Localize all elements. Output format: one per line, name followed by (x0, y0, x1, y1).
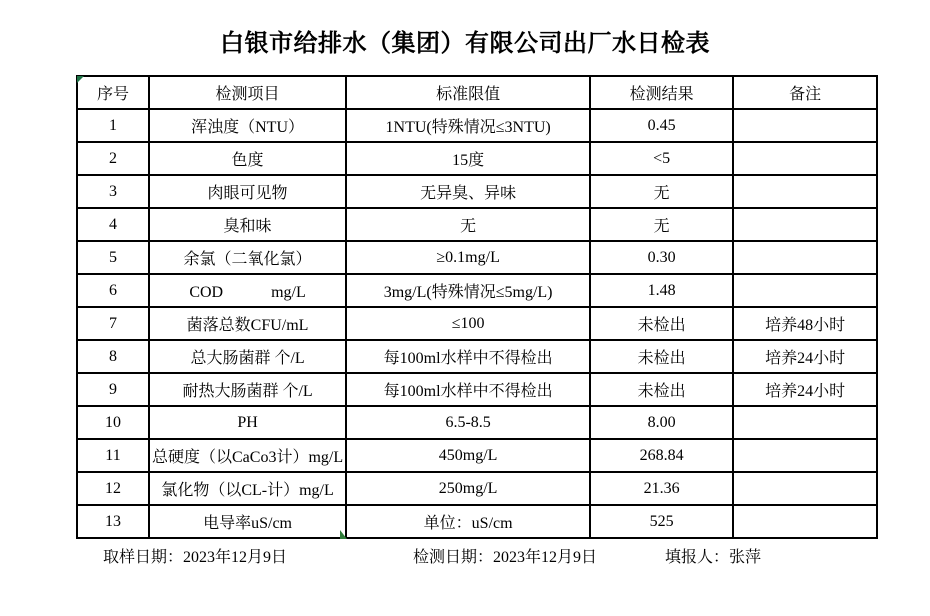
cell-remark: 培养48小时 (733, 307, 877, 340)
cell-remark: 培养24小时 (733, 340, 877, 373)
cell-item: 臭和味 (149, 208, 346, 241)
cell-item: 总硬度（以CaCo3计）mg/L (149, 439, 346, 472)
header-cell-limit: 标准限值 (346, 76, 590, 109)
cell-remark (733, 439, 877, 472)
cell-remark (733, 505, 877, 538)
table-row (77, 472, 877, 505)
cell-no: 7 (77, 307, 149, 340)
cell-remark (733, 175, 877, 208)
cell-remark (733, 109, 877, 142)
reporter-label: 填报人：张萍 (665, 549, 762, 566)
table-row (77, 340, 877, 373)
cell-result: 21.36 (590, 472, 733, 505)
cell-no: 13 (77, 505, 149, 538)
cell-limit: 250mg/L (346, 472, 590, 505)
table-row (77, 373, 877, 406)
cell-limit: 无 (346, 208, 590, 241)
cell-no: 2 (77, 142, 149, 175)
cell-remark (733, 208, 877, 241)
cell-item: 耐热大肠菌群 个/L (149, 373, 346, 406)
header-cell-no: 序号 (77, 76, 149, 109)
cell-remark: 培养24小时 (733, 373, 877, 406)
table-row (77, 505, 877, 538)
cell-item: 氯化物（以CL-计）mg/L (149, 472, 346, 505)
cell-limit: 无异臭、异味 (346, 175, 590, 208)
cell-limit: 每100ml水样中不得检出 (346, 340, 590, 373)
cell-limit: 每100ml水样中不得检出 (346, 373, 590, 406)
table-row (77, 208, 877, 241)
daily-check-table (76, 75, 878, 539)
cell-result: 1.48 (590, 274, 733, 307)
cell-no: 8 (77, 340, 149, 373)
cell-result: 未检出 (590, 307, 733, 340)
cell-item: 电导率uS/cm (149, 505, 346, 538)
cell-result: 8.00 (590, 406, 733, 439)
cell-remark (733, 274, 877, 307)
fill-handle-triangle-icon (340, 530, 347, 539)
cell-item: 浑浊度（NTU） (149, 109, 346, 142)
header-cell-item: 检测项目 (149, 76, 346, 109)
table-row (77, 307, 877, 340)
table-header-row (77, 76, 877, 109)
cell-limit: 1NTU(特殊情况≤3NTU) (346, 109, 590, 142)
cell-no: 4 (77, 208, 149, 241)
cell-remark (733, 472, 877, 505)
cell-item: 总大肠菌群 个/L (149, 340, 346, 373)
cell-no: 10 (77, 406, 149, 439)
cell-no: 6 (77, 274, 149, 307)
header-cell-result: 检测结果 (590, 76, 733, 109)
cell-remark (733, 406, 877, 439)
cell-limit: ≥0.1mg/L (346, 241, 590, 274)
cell-no: 12 (77, 472, 149, 505)
cell-remark (733, 241, 877, 274)
cell-result: 0.30 (590, 241, 733, 274)
cell-item: PH (149, 406, 346, 439)
cell-result: 未检出 (590, 373, 733, 406)
table-row (77, 406, 877, 439)
cell-limit: 单位：uS/cm (346, 505, 590, 538)
cell-item: 菌落总数CFU/mL (149, 307, 346, 340)
cell-no: 5 (77, 241, 149, 274)
cell-result: 未检出 (590, 340, 733, 373)
table-row (77, 274, 877, 307)
cell-result: <5 (590, 142, 733, 175)
cell-limit: ≤100 (346, 307, 590, 340)
cell-note-triangle-icon (77, 76, 84, 83)
table-row (77, 241, 877, 274)
cell-limit: 6.5-8.5 (346, 406, 590, 439)
cell-item: 肉眼可见物 (149, 175, 346, 208)
cell-item: COD mg/L (149, 274, 346, 307)
cell-result: 525 (590, 505, 733, 538)
test-date-label: 检测日期：2023年12月9日 (413, 549, 598, 566)
sampling-date-label: 取样日期：2023年12月9日 (103, 549, 288, 566)
cell-result: 无 (590, 208, 733, 241)
cell-no: 3 (77, 175, 149, 208)
cell-limit: 450mg/L (346, 439, 590, 472)
cell-result: 268.84 (590, 439, 733, 472)
cell-no: 11 (77, 439, 149, 472)
cell-item: 余氯（二氧化氯） (149, 241, 346, 274)
table-row (77, 109, 877, 142)
cell-result: 无 (590, 175, 733, 208)
cell-no: 1 (77, 109, 149, 142)
table-row (77, 142, 877, 175)
cell-no: 9 (77, 373, 149, 406)
table-row (77, 439, 877, 472)
footer (0, 546, 930, 570)
cell-result: 0.45 (590, 109, 733, 142)
cell-item: 色度 (149, 142, 346, 175)
page-title: 白银市给排水（集团）有限公司出厂水日检表 (220, 30, 710, 57)
cell-limit: 3mg/L(特殊情况≤5mg/L) (346, 274, 590, 307)
header-cell-remark: 备注 (733, 76, 877, 109)
cell-limit: 15度 (346, 142, 590, 175)
table-row (77, 175, 877, 208)
cell-remark (733, 142, 877, 175)
